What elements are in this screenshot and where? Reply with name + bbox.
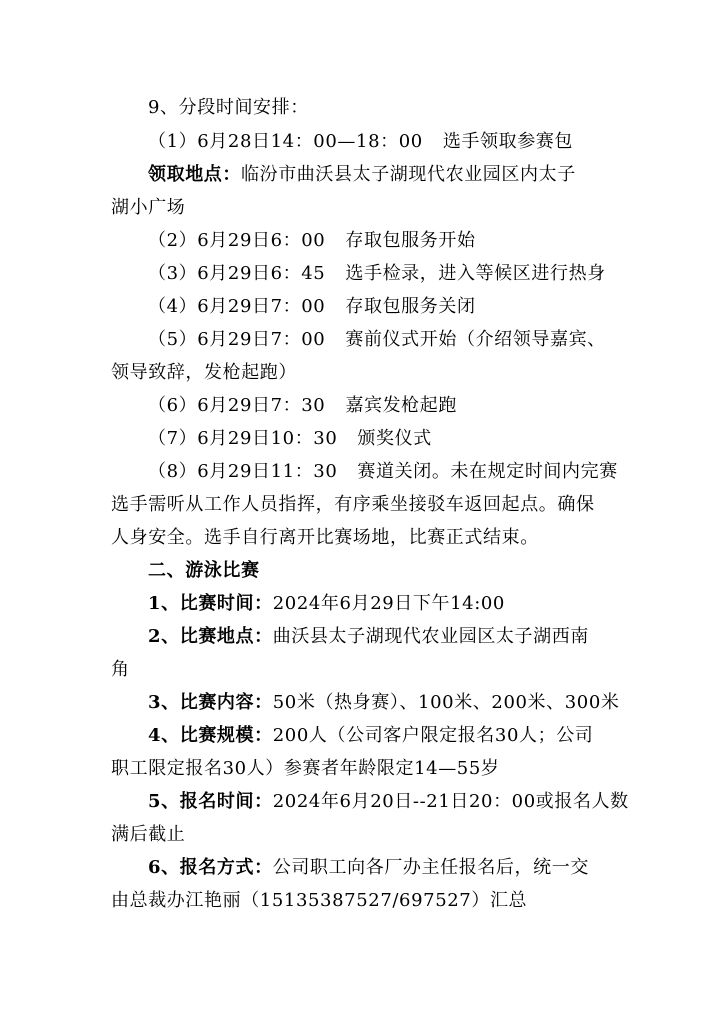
schedule-item-2-time: （2）6月29日6：00 — [148, 230, 326, 251]
schedule-item-6-time: （6）6月29日7：30 — [148, 395, 326, 416]
signup-time-value: 2024年6月20日--21日20：00或报名人数 — [272, 791, 629, 812]
signup-method-value: 公司职工向各厂办主任报名后，统一交 — [272, 857, 589, 878]
schedule-item-3 — [148, 262, 606, 286]
schedule-item-6 — [148, 394, 457, 418]
swim-place-line — [148, 625, 589, 649]
schedule-item-4-time: （4）6月29日7：00 — [148, 296, 326, 317]
swim-scale-value: 200人（公司客户限定报名30人；公司 — [272, 725, 594, 746]
schedule-item-5 — [148, 328, 606, 352]
pickup-location-text: 临汾市曲沃县太子湖现代农业园区内太子 — [241, 164, 576, 185]
swim-content-line — [148, 691, 620, 715]
swimming-section-heading: 二、游泳比赛 — [148, 560, 260, 581]
swim-time-label: 1、比赛时间： — [148, 593, 273, 614]
schedule-item-5-cont: 领导致辞，发枪起跑） — [111, 362, 297, 383]
schedule-item-7-time: （7）6月29日10：30 — [148, 428, 338, 449]
swim-content-value: 50米（热身赛）、100米、200米、300米 — [272, 692, 620, 713]
swim-scale-label: 4、比赛规模： — [148, 725, 273, 746]
signup-time-label: 5、报名时间： — [148, 791, 273, 812]
signup-method-cont: 由总裁办江艳丽（15135387527/697527）汇总 — [111, 890, 528, 911]
signup-time-cont: 满后截止 — [111, 824, 186, 845]
schedule-item-8-time: （8）6月29日11：30 — [148, 461, 338, 482]
schedule-item-5-text: 赛前仪式开始（介绍领导嘉宾、 — [345, 329, 606, 350]
schedule-item-2 — [148, 229, 476, 253]
swim-time-line — [148, 592, 505, 616]
schedule-item-4 — [148, 295, 476, 319]
swim-place-value: 曲沃县太子湖现代农业园区太子湖西南 — [272, 626, 589, 647]
schedule-item-1 — [148, 130, 573, 154]
swim-scale-line — [148, 724, 593, 748]
schedule-item-8-cont-1: 选手需听从工作人员指挥，有序乘坐接驳车返回起点。确保 — [111, 494, 595, 515]
schedule-item-3-text: 选手检录，进入等候区进行热身 — [345, 263, 606, 284]
swim-time-value: 2024年6月29日下午14:00 — [272, 593, 505, 614]
signup-method-label: 6、报名方式： — [148, 857, 273, 878]
swim-place-cont: 角 — [111, 659, 130, 680]
signup-method-line — [148, 856, 589, 880]
schedule-item-6-text: 嘉宾发枪起跑 — [345, 395, 457, 416]
schedule-item-2-text: 存取包服务开始 — [345, 230, 476, 251]
swim-place-label: 2、比赛地点： — [148, 626, 273, 647]
schedule-item-3-time: （3）6月29日6：45 — [148, 263, 326, 284]
pickup-location-line — [148, 163, 576, 187]
signup-time-line — [148, 790, 629, 814]
swim-scale-cont: 职工限定报名30人）参赛者年龄限定14—55岁 — [111, 758, 500, 779]
schedule-item-7 — [148, 427, 432, 451]
section9-heading: 9、分段时间安排： — [148, 97, 309, 118]
pickup-location-cont: 湖小广场 — [111, 197, 186, 218]
schedule-item-8-cont-2: 人身安全。选手自行离开比赛场地，比赛正式结束。 — [111, 527, 539, 548]
schedule-item-1-text: 选手领取参赛包 — [442, 131, 574, 152]
schedule-item-8 — [148, 460, 618, 484]
schedule-item-7-text: 颁奖仪式 — [357, 428, 432, 449]
schedule-item-4-text: 存取包服务关闭 — [345, 296, 476, 317]
schedule-item-5-time: （5）6月29日7：00 — [148, 329, 326, 350]
pickup-location-label: 领取地点： — [148, 164, 241, 185]
schedule-item-8-text: 赛道关闭。未在规定时间内完赛 — [357, 461, 618, 482]
swim-content-label: 3、比赛内容： — [148, 692, 273, 713]
schedule-item-1-time: （1）6月28日14：00—18：00 — [148, 131, 423, 152]
